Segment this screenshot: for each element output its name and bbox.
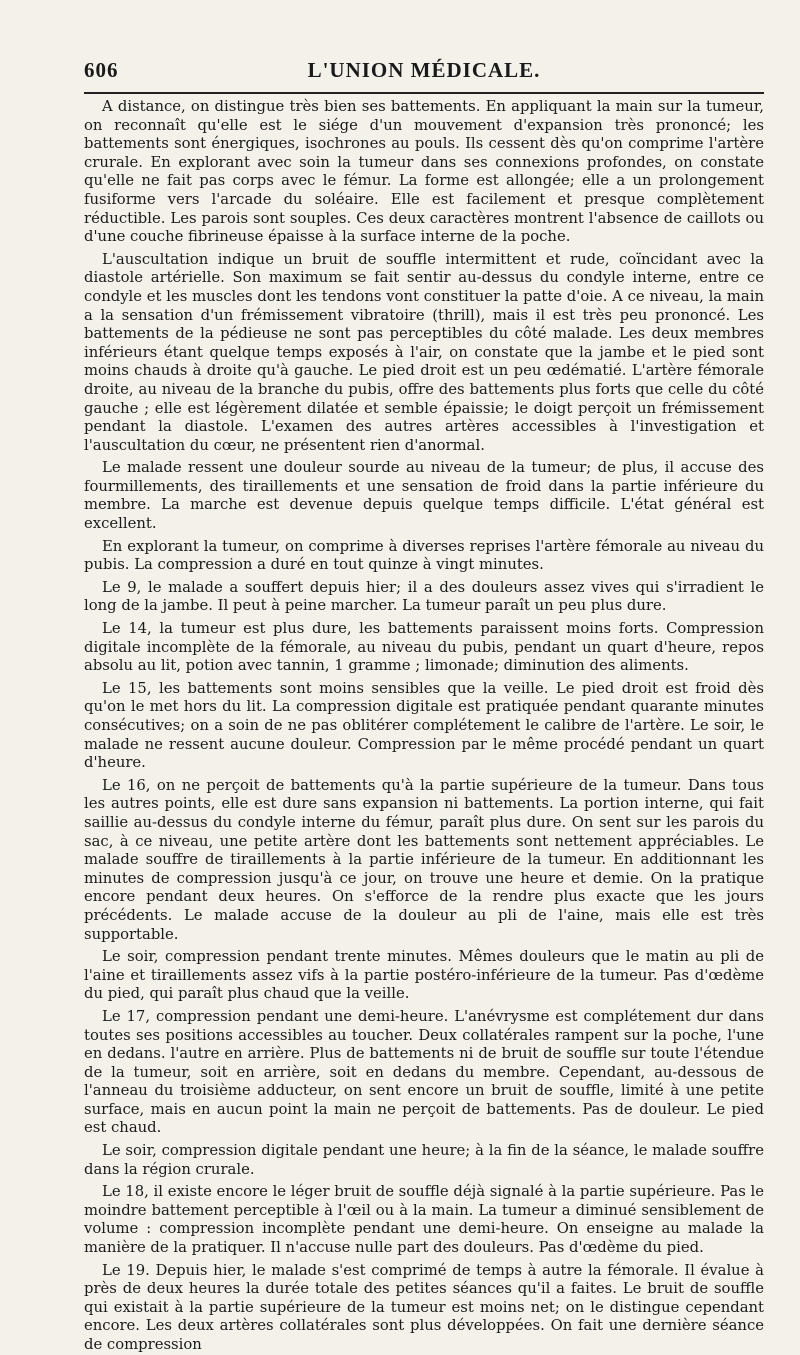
running-title: L'UNION MÉDICALE. xyxy=(307,58,541,82)
paragraph: Le 9, le malade a souffert depuis hier; il a des douleurs assez vives qui s'irradient le long de la jambe. Il peut à peine marcher. La tumeur paraît un peu plus dure. xyxy=(84,578,764,615)
paragraph: Le 18, il existe encore le léger bruit de souffle déjà signalé à la partie supérieure. Pas le moindre battement perceptible à l'œil ou à la main. La tumeur a diminué sensiblement de volume : compression incomplète pendant une demi-heure. On enseigne au malade la manière de la pratiquer. Il n'accuse nulle part des douleurs. Pas d'œdème du pied. xyxy=(84,1183,764,1257)
page-number: 606 xyxy=(84,58,119,82)
paragraph: Le 17, compression pendant une demi-heure. L'anévrysme est complétement dur dans toutes ses positions accessibles au toucher. Deux collatérales rampent sur la poche, l'une en dedans. l'autre en arrière. Plus de battements ni de bruit de souffle sur toute l'étendue de la tumeur, soit en arrière, soit en dedans du membre. Cependant, au-dessous de l'anneau du troisième adducteur, on sent encore un bruit de souffle, limité à une petite surface, mais en aucun point la main ne perçoit de battements. Pas de douleur. Le pied est chaud. xyxy=(84,1007,764,1137)
header-rule xyxy=(84,92,764,94)
paragraph: Le 14, la tumeur est plus dure, les battements paraissent moins forts. Compression digitale incomplète de la fémorale, au niveau du pubis, pendant un quart d'heure, repos absolu au lit, potion avec tannin, 1 gramme ; limonade; diminution des aliments. xyxy=(84,620,764,675)
paragraph: Le malade ressent une douleur sourde au niveau de la tumeur; de plus, il accuse des fourmillements, des tiraillements et une sensation de froid dans la partie inférieure du membre. La marche est devenue depuis quelque temps difficile. L'état général est excellent. xyxy=(84,459,764,533)
paragraph: A distance, on distingue très bien ses battements. En appliquant la main sur la tumeur, on reconnaît qu'elle est le siége d'un mouvement d'expansion très prononcé; les battements sont énergiques, isochrones au pouls. Ils cessent dès qu'on comprime l'artère crurale. En explorant avec soin la tumeur dans ses connexions profondes, on constate qu'elle ne fait pas corps avec le fémur. La forme est allongée; elle a un prolongement fusiforme vers l'arcade du soléaire. Elle est facilement et presque complètement réductible. Les parois sont souples. Ces deux caractères montrent l'absence de caillots ou d'une couche fibrineuse épaisse à la surface interne de la poche. xyxy=(84,98,764,246)
paragraph: Le soir, compression pendant trente minutes. Mêmes douleurs que le matin au pli de l'aine et tiraillements assez vifs à la partie postéro-inférieure de la tumeur. Pas d'œdème du pied, qui paraît plus chaud que la veille. xyxy=(84,948,764,1003)
paragraph: Le 15, les battements sont moins sensibles que la veille. Le pied droit est froid dès qu'on le met hors du lit. La compression digitale est pratiquée pendant quarante minutes consécutives; on a soin de ne pas oblitérer complétement le calibre de l'artère. Le soir, le malade ne ressent aucune douleur. Compression par le même procédé pendant un quart d'heure. xyxy=(84,679,764,772)
paragraph: En explorant la tumeur, on comprime à diverses reprises l'artère fémorale au niveau du pubis. La compression a duré en tout quinze à vingt minutes. xyxy=(84,537,764,574)
paragraph: Le 19. Depuis hier, le malade s'est comprimé de temps à autre la fémorale. Il évalue à près de deux heures la durée totale des petites séances qu'il a faites. Le bruit de souffle qui existait à la partie supérieure de la tumeur est moins net; on le distingue cependant encore. Les deux artères collatérales sont plus développées. On fait une dernière séance de compression xyxy=(84,1261,764,1353)
paragraph: Le 16, on ne perçoit de battements qu'à la partie supérieure de la tumeur. Dans tous les autres points, elle est dure sans expansion ni battements. La portion interne, qui fait saillie au-dessus du condyle interne du fémur, paraît plus dure. On sent sur les parois du sac, à ce niveau, une petite artère dont les battements sont nettement appréciables. Le malade souffre de tiraillements à la partie inférieure de la tumeur. En additionnant les minutes de compression jusqu'à ce jour, on trouve une heure et demie. On la pratique encore pendant deux heures. On s'efforce de la rendre plus exacte que les jours précédents. Le malade accuse de la douleur au pli de l'aine, mais elle est très supportable. xyxy=(84,776,764,943)
paragraph: Le soir, compression digitale pendant une heure; à la fin de la séance, le malade souffre dans la région crurale. xyxy=(84,1142,764,1178)
body-text xyxy=(84,98,764,1355)
paragraph: L'auscultation indique un bruit de souffle intermittent et rude, coïncidant avec la diastole artérielle. Son maximum se fait sentir au-dessus du condyle interne, entre ce condyle et les muscles dont les tendons vont constituer la patte d'oie. A ce niveau, la main a la sensation d'un frémissement vibratoire (thrill), mais il est très peu prononcé. Les battements de la pédieuse ne sont pas perceptibles du côté malade. Les deux membres inférieurs étant quelque temps exposés à l'air, on constate que la jambe et le pied sont moins chauds à droite qu'à gauche. Le pied droit est un peu œdématié. L'artère fémorale droite, au niveau de la branche du pubis, offre des battements plus forts que celle du côté gauche ; elle est légèrement dilatée et semble épaissie; le doigt perçoit un frémissement pendant la diastole. L'examen des autres artères accessibles à l'investigation et l'auscultation du cœur, ne présentent rien d'anormal. xyxy=(84,250,764,454)
page-header xyxy=(84,58,764,88)
